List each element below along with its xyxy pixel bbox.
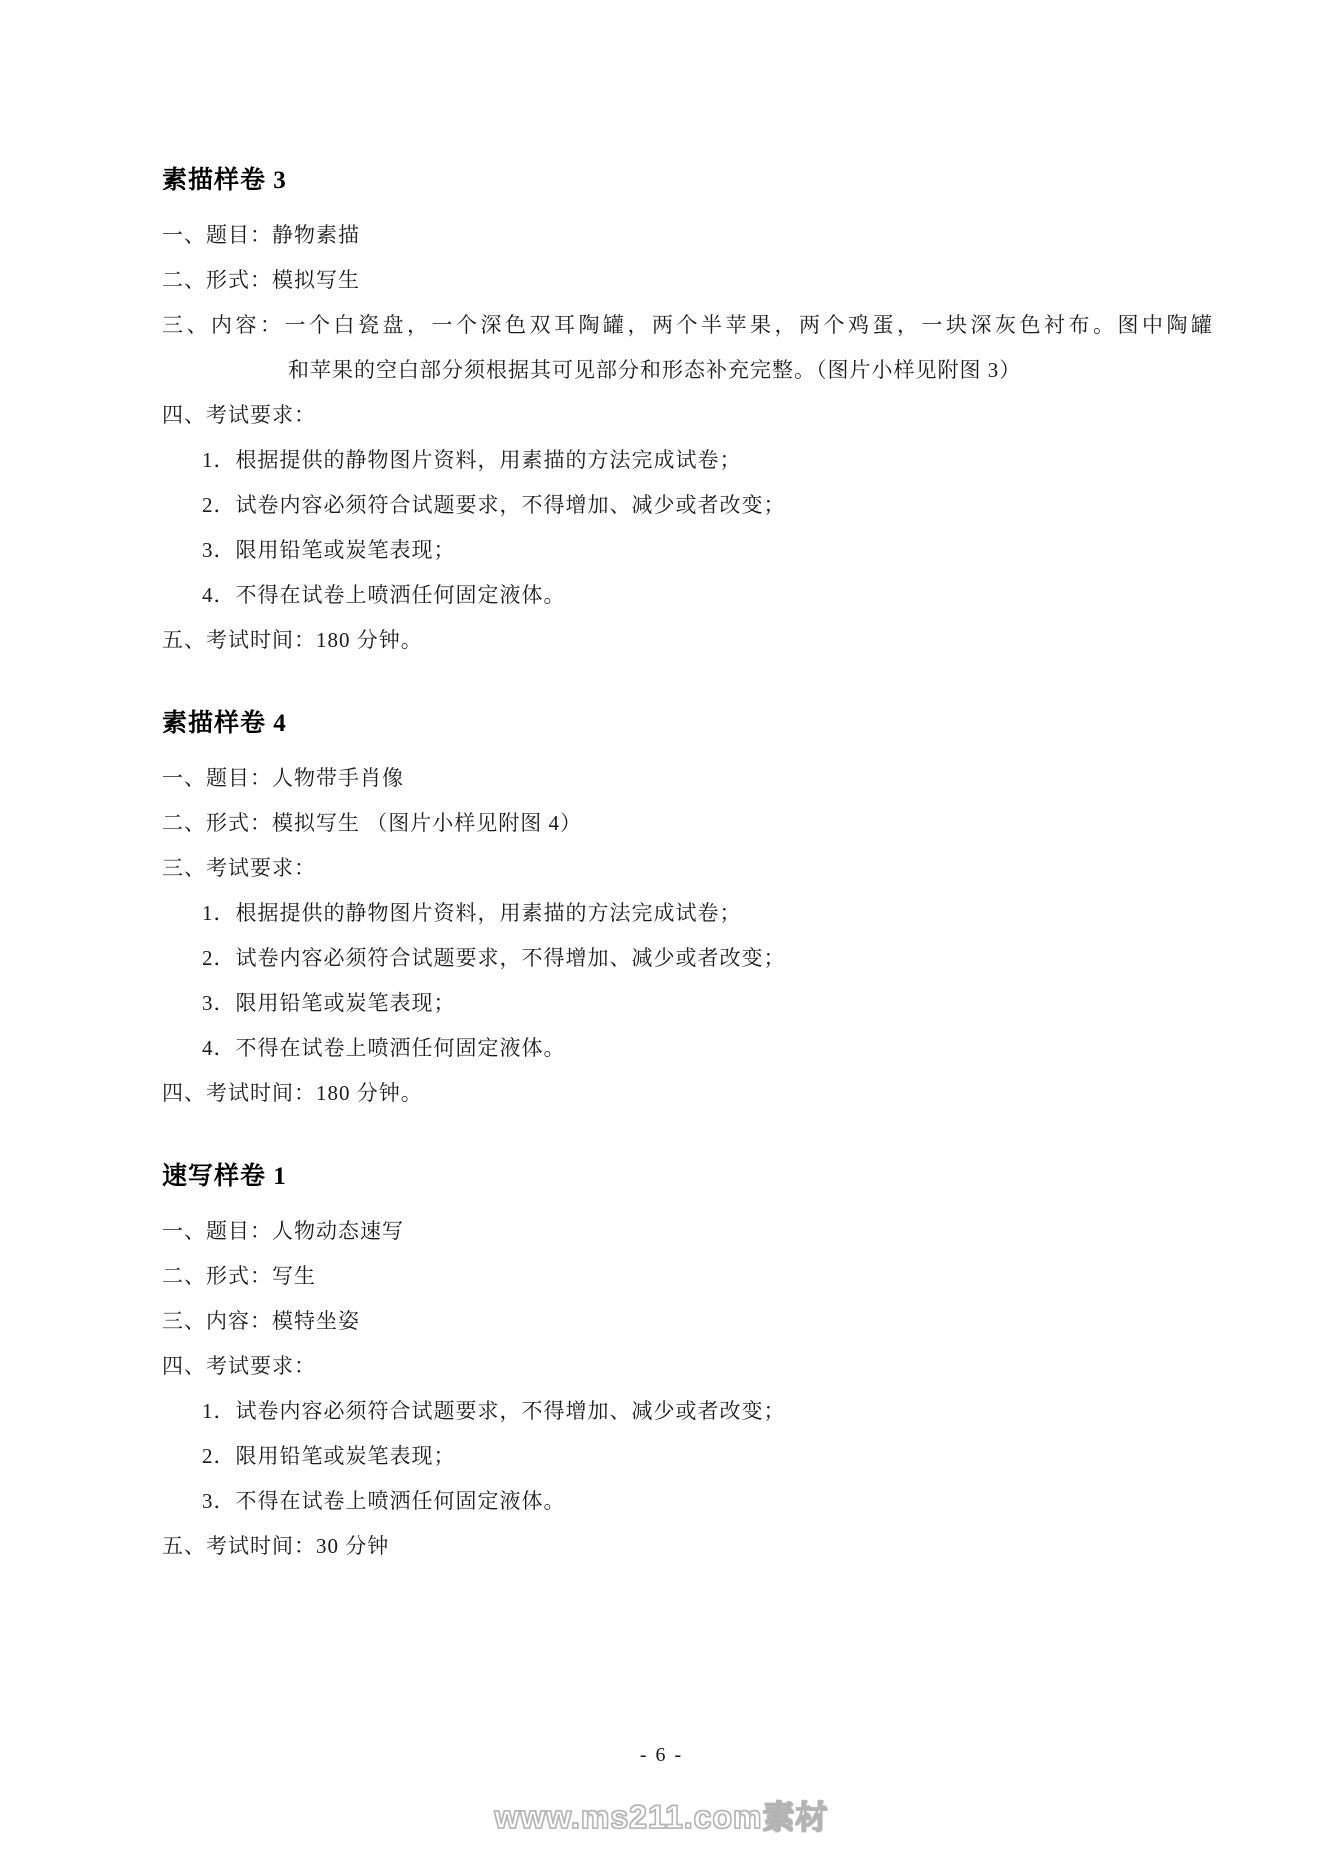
doc-line: 一、题目：人物带手肖像 [162, 766, 404, 790]
doc-line: 2．限用铅笔或炭笔表现； [202, 1444, 456, 1468]
doc-line: 4．不得在试卷上喷洒任何固定液体。 [202, 583, 566, 607]
doc-line: 三、内容：模特坐姿 [162, 1309, 360, 1333]
doc-line: 1．根据提供的静物图片资料，用素描的方法完成试卷； [202, 448, 742, 472]
section-sketch-sample-4 [0, 711, 1323, 1104]
doc-line: 二、形式：模拟写生 [162, 268, 360, 292]
doc-line: 四、考试时间：180 分钟。 [162, 1081, 423, 1105]
doc-line: 四、考试要求： [162, 403, 316, 427]
section-title: 素描样卷 4 [162, 710, 287, 737]
doc-line: 1．试卷内容必须符合试题要求，不得增加、减少或者改变； [202, 1399, 786, 1423]
section-quick-sketch-sample-1 [0, 1164, 1323, 1557]
doc-line: 3．限用铅笔或炭笔表现； [202, 538, 456, 562]
doc-line: 三、考试要求： [162, 856, 316, 880]
doc-line: 2．试卷内容必须符合试题要求，不得增加、减少或者改变； [202, 946, 786, 970]
doc-line: 和苹果的空白部分须根据其可见部分和形态补充完整。（图片小样见附图 3） [288, 358, 1022, 382]
doc-line: 二、形式：写生 [162, 1264, 316, 1288]
page-number: - 6 - [639, 1744, 684, 1766]
doc-line: 三、内容：一个白瓷盘，一个深色双耳陶罐，两个半苹果，两个鸡蛋，一块深灰色衬布。图中陶罐 [162, 313, 1216, 337]
document-body [0, 168, 1323, 1580]
doc-line: 一、题目：人物动态速写 [162, 1219, 404, 1243]
section-title: 素描样卷 3 [162, 167, 287, 194]
watermark: www.ms211.com素材 [494, 1799, 829, 1835]
section-sketch-sample-3 [0, 168, 1323, 651]
section-title: 速写样卷 1 [162, 1163, 287, 1190]
doc-line: 五、考试时间：30 分钟 [162, 1534, 390, 1558]
doc-line: 2．试卷内容必须符合试题要求，不得增加、减少或者改变； [202, 493, 786, 517]
doc-line: 3．不得在试卷上喷洒任何固定液体。 [202, 1489, 566, 1513]
doc-line: 二、形式：模拟写生 （图片小样见附图 4） [162, 811, 582, 835]
doc-line: 五、考试时间：180 分钟。 [162, 628, 423, 652]
doc-line: 一、题目：静物素描 [162, 223, 360, 247]
doc-line: 4．不得在试卷上喷洒任何固定液体。 [202, 1036, 566, 1060]
doc-line: 1．根据提供的静物图片资料，用素描的方法完成试卷； [202, 901, 742, 925]
doc-line: 四、考试要求： [162, 1354, 316, 1378]
doc-line: 3．限用铅笔或炭笔表现； [202, 991, 456, 1015]
